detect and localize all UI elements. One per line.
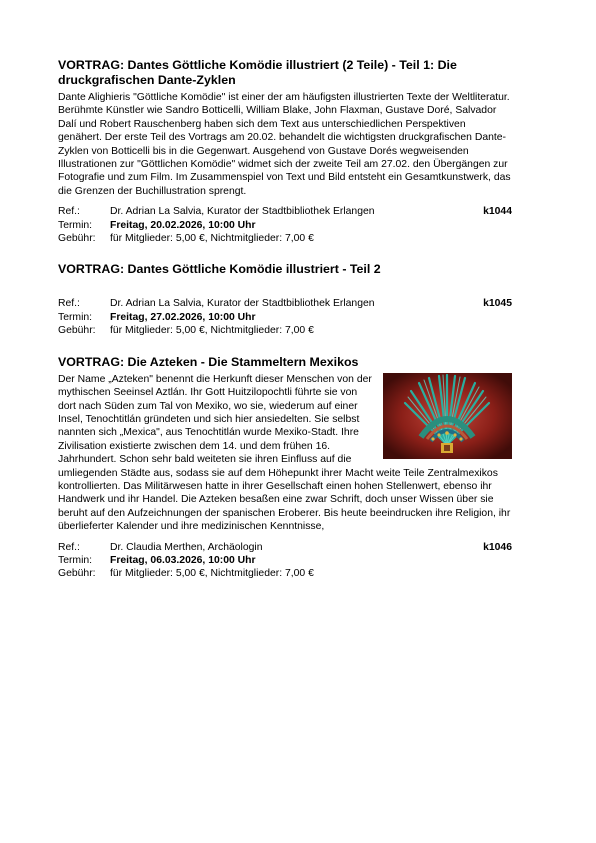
gebuehr-label: Gebühr: (58, 325, 96, 337)
ref-value: Dr. Adrian La Salvia, Kurator der Stadtbibliothek Erlangen (110, 298, 375, 310)
aztec-headdress-image (383, 373, 512, 459)
course-code: k1046 (483, 541, 512, 553)
event-description: Dante Alighieris "Göttliche Komödie" ist einer der am häufigsten illustrierten Texte der Weltliteratur. Berühmte Künstler wie Sandro Botticelli, William Blake, John Flaxman, Gustave Doré, Salvador Dalí und Robert Rauschenberg haben sich dem Text aus unterschiedlichen Perspektiven genähert. Der erste Teil des Vortrags am 20.02. behandelt die wichtigsten druckgrafischen Dante-Zyklen von Botticelli bis in die Gegenwart. Ausgehend von Gustave Dorés wegweisenden Illustrationen zur "Göttlichen Komödie" widmet sich der zweite Teil am 27.02. den Übergängen zur Fotografie und zum Film. Im Zusammenspiel von Text und Bild entsteht ein Gesamtkunstwerk, das die Grenzen der Buchillustration sprengt. (58, 92, 511, 197)
gebuehr-value: für Mitglieder: 5,00 €, Nichtmitglieder: 7,00 € (110, 325, 314, 337)
termin-label: Termin: (58, 219, 93, 231)
ref-value: Dr. Claudia Merthen, Archäologin (110, 541, 263, 553)
event-body (58, 373, 512, 534)
termin-row (58, 219, 512, 232)
gebuehr-label: Gebühr: (58, 233, 96, 245)
event-dante-part-1 (58, 58, 512, 245)
termin-row (58, 554, 512, 567)
event-title: VORTRAG: Dantes Göttliche Komödie illustriert (2 Teile) - Teil 1: Die druckgrafischen Dante-Zyklen (58, 58, 457, 87)
termin-label: Termin: (58, 311, 93, 323)
gebuehr-label: Gebühr: (58, 568, 96, 580)
gebuehr-value: für Mitglieder: 5,00 €, Nichtmitglieder: 7,00 € (110, 233, 314, 245)
event-dante-part-2 (58, 262, 512, 337)
termin-value: Freitag, 27.02.2026, 10:00 Uhr (110, 311, 256, 323)
event-azteken (58, 355, 512, 581)
document-page (58, 58, 512, 581)
event-meta (58, 205, 512, 245)
event-title: VORTRAG: Dantes Göttliche Komödie illustriert - Teil 2 (58, 262, 381, 277)
event-title: VORTRAG: Die Azteken - Die Stammeltern Mexikos (58, 354, 359, 369)
event-meta (58, 297, 512, 337)
ref-row (58, 541, 512, 554)
event-description: Der Name „Azteken" benennt die Herkunft dieser Menschen von der mythischen Seeinsel Aztlán. Ihr Gott Huitzilopochtli führte sie von dort nach Süden zum Tal von Mexiko, wo sie, wiederum auf einer Insel, Tenochtitlán gründeten und sich hier ansiedelten. Sie selbst nannten sich „Mexica", aus Tenochtitlán wurde Mexiko-Stadt. Ihre Zivilisation existierte zwischen dem 14. und dem frühen 16. Jahrhundert. Schon sehr bald weiteten sie ihren Einfluss auf die umliegenden Städte aus, sodass sie auf dem Höhepunkt ihrer Macht weite Teile Zentralmexikos kontrollierten. Das Militärwesen hatte in ihrer Gesellschaft einen hohen Stellenwert, ebenso ihr Handwerk und ihr Handel. Die Azteken besaßen eine zwar Schrift, doch unser Wissen über sie beruht auf den Aufzeichnungen der spanischen Eroberer. Bis heute beeindrucken ihre Religion, ihr überlieferter Kalender und ihre medizinischen Kenntnisse, (58, 373, 511, 533)
gebuehr-row (58, 232, 512, 245)
termin-value: Freitag, 20.02.2026, 10:00 Uhr (110, 219, 256, 231)
gebuehr-row (58, 324, 512, 337)
course-code: k1044 (483, 206, 512, 218)
event-meta (58, 541, 512, 581)
termin-row (58, 311, 512, 324)
termin-label: Termin: (58, 554, 93, 566)
gebuehr-row (58, 567, 512, 580)
ref-value: Dr. Adrian La Salvia, Kurator der Stadtbibliothek Erlangen (110, 206, 375, 218)
gebuehr-value: für Mitglieder: 5,00 €, Nichtmitglieder: 7,00 € (110, 568, 314, 580)
ref-label: Ref.: (58, 206, 80, 218)
termin-value: Freitag, 06.03.2026, 10:00 Uhr (110, 554, 256, 566)
ref-label: Ref.: (58, 298, 80, 310)
ref-row (58, 297, 512, 310)
ref-label: Ref.: (58, 541, 80, 553)
course-code: k1045 (483, 298, 512, 310)
ref-row (58, 205, 512, 218)
